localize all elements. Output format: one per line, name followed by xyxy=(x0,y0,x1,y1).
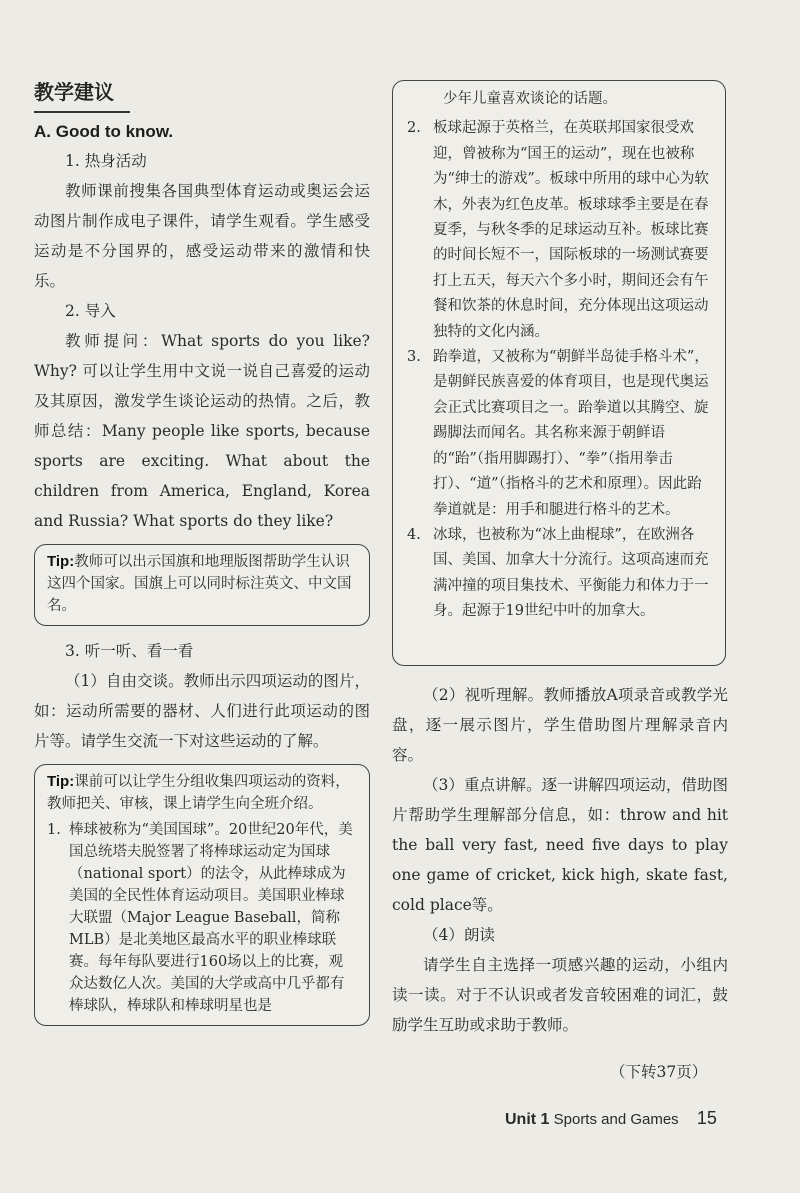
sports-info-list-continued xyxy=(407,116,713,624)
continued-text: 少年儿童喜欢谈论的话题。 xyxy=(443,91,617,107)
warmup-paragraph: 教师课前搜集各国典型体育运动或奥运会运动图片制作成电子课件，请学生观看。学生感受运动是不分国界的，感受运动带来的激情和快乐。 xyxy=(34,182,370,290)
heading-good-to-know: A. Good to know. xyxy=(34,122,174,141)
tip-text: 教师可以出示国旗和地理版图帮助学生认识这四个国家。国旗上可以同时标注英文、中文国名。 xyxy=(47,554,352,614)
tip-text: 课前可以让学生分组收集四项运动的资料，教师把关、审核，课上请学生向全班介绍。 xyxy=(47,774,350,812)
page-footer xyxy=(505,1108,717,1129)
listening-paragraph: （2）视听理解。教师播放A项录音或教学光盘，逐一展示图片，学生借助图片理解录音内容。 xyxy=(392,686,728,764)
sports-info-list xyxy=(47,819,357,1017)
item-text: 棒球被称为“美国国球”。20世纪20年代，美国总统塔夫脱签署了将棒球运动定为国球（national sport）的法令，从此棒球成为美国的全民性体育运动项目。美国职业棒球大联盟（Major League Baseball，简称MLB）是北美地区最高水平的职业棒球联赛。每年每队要进行160场以上的比赛，观众达数亿人次。美国的大学或高中几乎都有棒球队，棒球队和棒球明星也是 xyxy=(69,822,353,1014)
item-text: 板球起源于英格兰，在英联邦国家很受欢迎，曾被称为“国王的运动”，现在也被称为“绅士的游戏”。板球中所用的球中心为软木，外表为红色皮革。板球球季主要是在春夏季，与秋冬季的足球运动互补。板球比赛的时间长短不一，国际板球的一场测试赛要打上五天，每天六个多小时，期间还会有午餐和饮茶的休息时间，充分体现出这项运动独特的文化内涵。 xyxy=(433,120,709,340)
list-item-ice-hockey xyxy=(407,523,713,625)
item-number: 4. xyxy=(407,526,421,543)
unit-title: Sports and Games xyxy=(553,1111,679,1128)
list-item-baseball xyxy=(47,819,357,1017)
tip-box-sports-info xyxy=(34,764,370,1026)
sports-info-box-continued xyxy=(392,80,726,666)
list-item-cricket xyxy=(407,116,713,345)
tip-label: Tip: xyxy=(47,773,75,790)
left-column xyxy=(34,118,370,1036)
continued-note: （下转37页） xyxy=(610,1063,708,1081)
intro-paragraph: 教师提问：What sports do you like? Why? 可以让学生用中文说一说自己喜爱的运动及其原因，激发学生谈论运动的热情。之后，教师总结：Many people like sports, because sports are exciting. What about the children from America, England, Korea and Russia? What sports do they like? xyxy=(34,332,370,530)
listen-look-title: 3. 听一听、看一看 xyxy=(65,642,194,660)
page-number: 15 xyxy=(696,1108,717,1128)
unit-label: Unit 1 xyxy=(505,1111,550,1128)
item-number: 1. xyxy=(47,822,61,838)
reading-title: （4）朗读 xyxy=(423,926,495,944)
reading-paragraph: 请学生自主选择一项感兴趣的运动，小组内读一读。对于不认识或者发音较困难的词汇，鼓励学生互助或求助于教师。 xyxy=(392,956,728,1034)
tip-box-flags xyxy=(34,544,370,626)
warmup-title: 1. 热身活动 xyxy=(65,152,147,170)
free-talk-paragraph: （1）自由交谈。教师出示四项运动的图片，如：运动所需要的器材、人们进行此项运动的图片等。请学生交流一下对这些运动的了解。 xyxy=(34,672,370,750)
list-item-taekwondo xyxy=(407,345,713,523)
item-text: 跆拳道，又被称为“朝鲜半岛徒手格斗术”，是朝鲜民族喜爱的体育项目，也是现代奥运会正式比赛项目之一。跆拳道以其腾空、旋踢脚法而闻名。其名称来源于朝鲜语的“跆”（指用脚踢打）、“拳”（指用拳击打）、“道”（指格斗的艺术和原理）。因此跆拳道就是：用手和腿进行格斗的艺术。 xyxy=(433,349,709,518)
item-number: 3. xyxy=(407,349,421,366)
tip-label: Tip: xyxy=(47,553,75,570)
right-column xyxy=(392,680,728,1040)
item-number: 2. xyxy=(407,120,421,137)
intro-title: 2. 导入 xyxy=(65,302,116,320)
item-text: 冰球，也被称为“冰上曲棍球”，在欧洲各国、美国、加拿大十分流行。这项高速而充满冲撞的项目集技术、平衡能力和体力于一身。起源于19世纪中叶的加拿大。 xyxy=(433,526,709,620)
explanation-paragraph: （3）重点讲解。逐一讲解四项运动，借助图片帮助学生理解部分信息，如：throw and hit the ball very fast, need five days to play one game of cricket, kick high, skate fast, cold place等。 xyxy=(392,776,728,914)
section-title: 教学建议 xyxy=(34,76,130,113)
